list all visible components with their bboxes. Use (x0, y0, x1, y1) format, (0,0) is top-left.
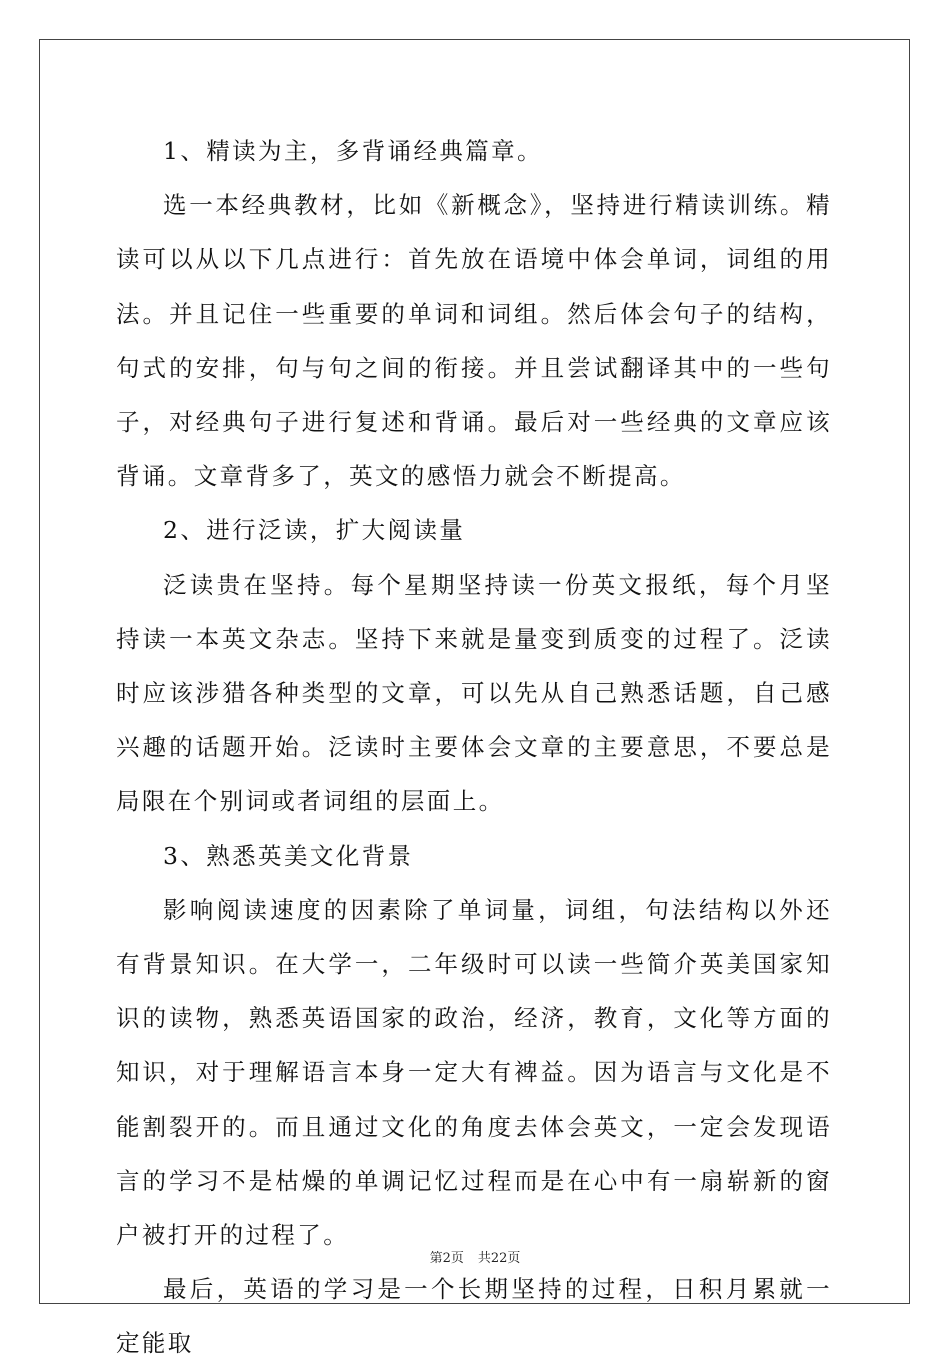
paragraph-extensive-reading: 泛读贵在坚持。每个星期坚持读一份英文报纸，每个月坚持读一本英文杂志。坚持下来就是量变到质变的过程了。泛读时应该涉猎各种类型的文章，可以先从自己熟悉话题，自己感兴趣的话题开始。泛读时主要体会文章的主要意思，不要总是局限在个别词或者词组的层面上。 (116, 570, 832, 816)
paragraph-conclusion: 最后，英语的学习是一个长期坚持的过程，日积月累就一定能取 (116, 1275, 832, 1358)
document-body (116, 124, 832, 1371)
page-number: 第2页 (429, 1251, 464, 1266)
page-total: 共22页 (477, 1251, 521, 1266)
heading-extensive-reading: 2、进行泛读，扩大阅读量 (163, 516, 466, 545)
paragraph-intensive-reading: 选一本经典教材，比如《新概念》，坚持进行精读训练。精读可以从以下几点进行：首先放在语境中体会单词，词组的用法。并且记住一些重要的单词和词组。然后体会句子的结构，句式的安排，句与句之间的衔接。并且尝试翻译其中的一些句子，对经典句子进行复述和背诵。最后对一些经典的文章应该背诵。文章背多了，英文的感悟力就会不断提高。 (116, 191, 832, 491)
page-footer (0, 1247, 950, 1266)
heading-intensive-reading: 1、精读为主，多背诵经典篇章。 (163, 137, 543, 165)
heading-cultural-background: 3、熟悉英美文化背景 (163, 841, 414, 870)
paragraph-cultural-background: 影响阅读速度的因素除了单词量，词组，句法结构以外还有背景知识。在大学一，二年级时可以读一些简介英美国家知识的读物，熟悉英语国家的政治，经济，教育，文化等方面的知识，对于理解语言本身一定大有裨益。因为语言与文化是不能割裂开的。而且通过文化的角度去体会英文，一定会发现语言的学习不是枯燥的单调记忆过程而是在心中有一扇崭新的窗户被打开的过程了。 (116, 895, 832, 1250)
